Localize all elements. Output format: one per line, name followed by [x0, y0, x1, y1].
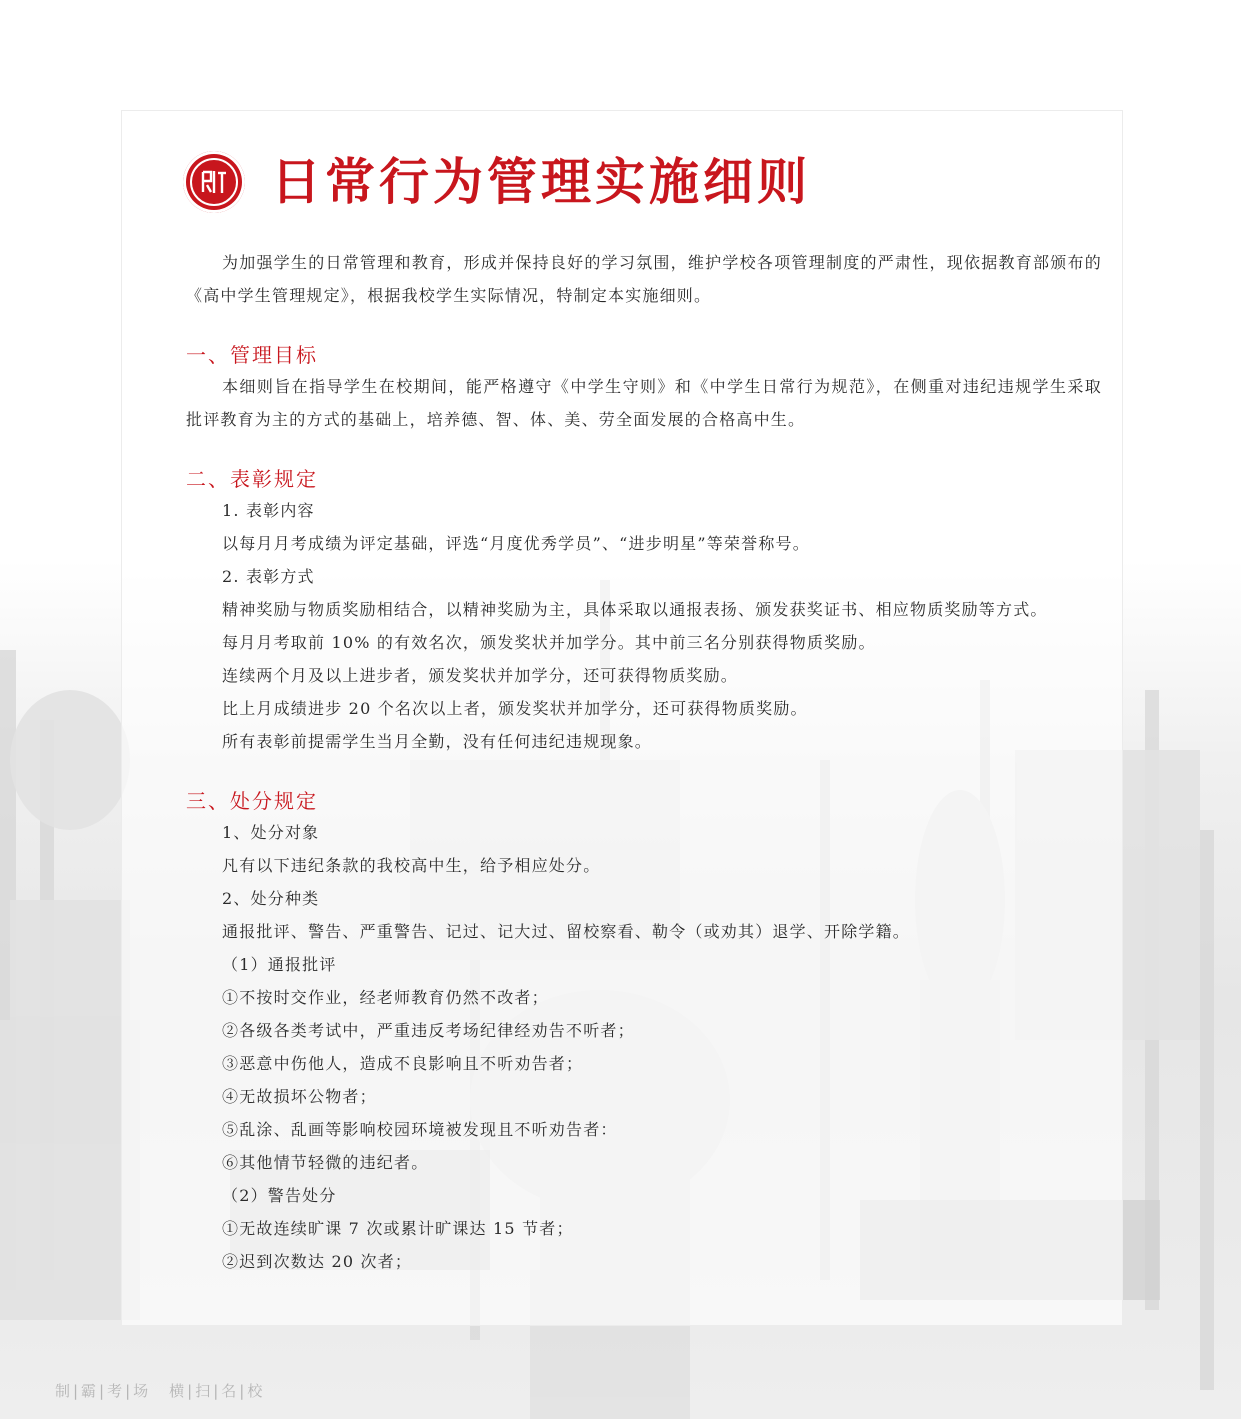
intro-paragraph: 为加强学生的日常管理和教育，形成并保持良好的学习氛围，维护学校各项管理制度的严肃性，现依据教育部颁布的《高中学生管理规定》，根据我校学生实际情况，特制定本实施细则。 — [186, 253, 1102, 305]
page-header — [183, 150, 811, 214]
commendation-line: 比上月成绩进步 20 个名次以上者，颁发奖状并加学分，还可获得物质奖励。 — [222, 699, 808, 718]
discipline-line: ①不按时交作业，经老师教育仍然不改者； — [222, 988, 549, 1007]
discipline-line: 1、处分对象 — [222, 823, 320, 842]
seal-logo-icon — [183, 151, 245, 213]
page-title: 日常行为管理实施细则 — [271, 152, 811, 211]
commendation-line: 所有表彰前提需学生当月全勤，没有任何违纪违规现象。 — [222, 732, 653, 751]
section-heading-commendation: 二、表彰规定 — [186, 467, 318, 491]
section-heading-goals: 一、管理目标 — [186, 343, 318, 367]
commendation-line: 精神奖励与物质奖励相结合，以精神奖励为主，具体采取以通报表扬、颁发获奖证书、相应物质奖励等方式。 — [222, 600, 1048, 619]
commendation-line: 每月月考取前 10% 的有效名次，颁发奖状并加学分。其中前三名分别获得物质奖励。 — [222, 633, 876, 652]
section-goals-text: 本细则旨在指导学生在校期间，能严格遵守《中学生守则》和《中学生日常行为规范》，在侧重对违纪违规学生采取批评教育为主的方式的基础上，培养德、智、体、美、劳全面发展的合格高中生。 — [186, 377, 1102, 429]
commendation-line: 2. 表彰方式 — [222, 567, 315, 586]
section-heading-discipline: 三、处分规定 — [186, 789, 318, 813]
document-body — [186, 246, 1102, 1278]
commendation-line: 1. 表彰内容 — [222, 501, 315, 520]
discipline-line: ②迟到次数达 20 次者； — [222, 1252, 413, 1271]
discipline-line: ②各级各类考试中，严重违反考场纪律经劝告不听者； — [222, 1021, 635, 1040]
discipline-line: ③恶意中伤他人，造成不良影响且不听劝告者； — [222, 1054, 584, 1073]
discipline-line: 凡有以下违纪条款的我校高中生，给予相应处分。 — [222, 856, 601, 875]
discipline-line: ①无故连续旷课 7 次或累计旷课达 15 节者； — [222, 1219, 574, 1238]
discipline-line: （2）警告处分 — [222, 1186, 337, 1205]
footer-slogan: 制|霸|考|场 横|扫|名|校 — [55, 1382, 266, 1400]
discipline-line: ⑥其他情节轻微的违纪者。 — [222, 1153, 429, 1172]
discipline-line: ④无故损坏公物者； — [222, 1087, 377, 1106]
commendation-line: 连续两个月及以上进步者，颁发奖状并加学分，还可获得物质奖励。 — [222, 666, 739, 685]
discipline-line: 通报批评、警告、严重警告、记过、记大过、留校察看、勒令（或劝其）退学、开除学籍。 — [222, 922, 911, 941]
discipline-line: 2、处分种类 — [222, 889, 320, 908]
discipline-line: （1）通报批评 — [222, 955, 337, 974]
commendation-line: 以每月月考成绩为评定基础，评选“月度优秀学员”、“进步明星”等荣誉称号。 — [222, 534, 810, 553]
discipline-line: ⑤乱涂、乱画等影响校园环境被发现且不听劝告者： — [222, 1120, 618, 1139]
